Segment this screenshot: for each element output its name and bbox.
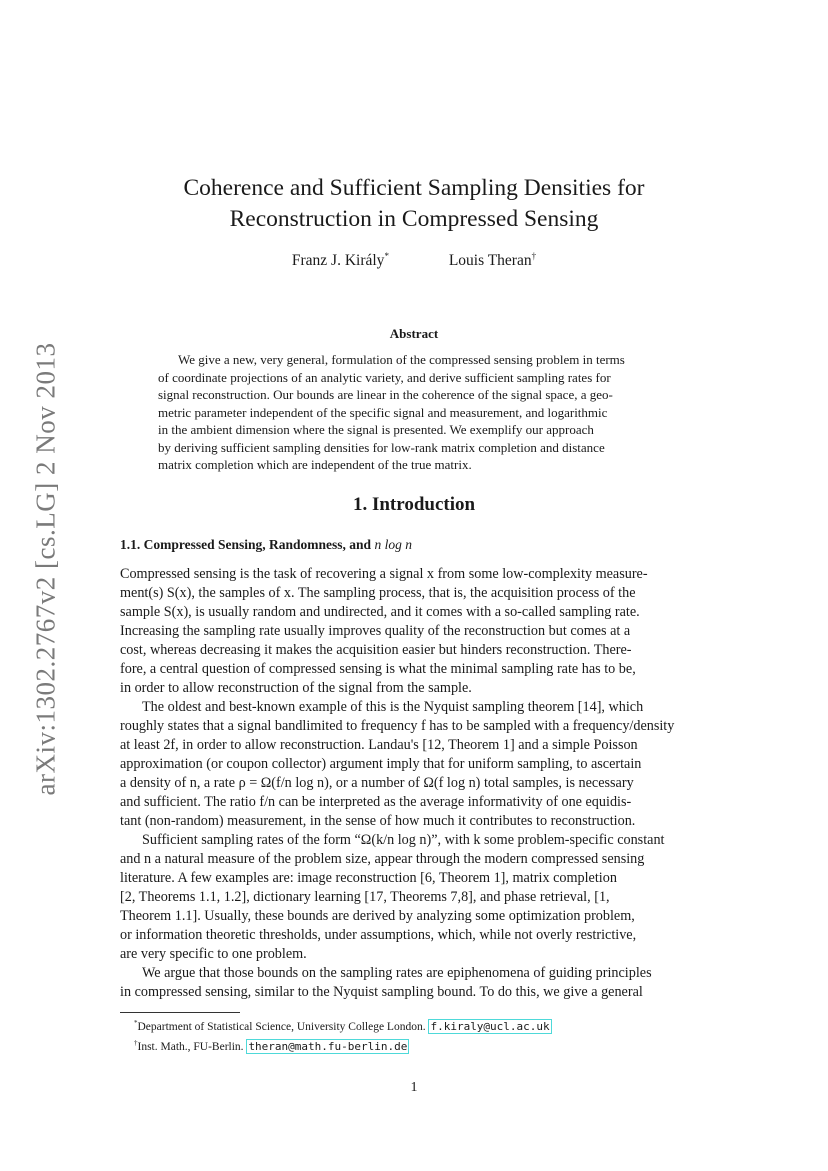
footnote — [134, 1035, 714, 1055]
body-line: are very specific to one problem. — [120, 946, 307, 962]
body-line: ment(s) S(x), the samples of x. The sampling process, that is, the acquisition process of the — [120, 585, 636, 601]
paper-title — [120, 173, 708, 235]
footnote-mark: * — [134, 1019, 138, 1027]
arxiv-identifier: arXiv:1302.2767v2 [cs.LG] 2 Nov 2013 — [30, 342, 61, 796]
abstract-line: in the ambient dimension where the signal is presented. We exemplify our approach — [158, 422, 594, 437]
title-line: Coherence and Sufficient Sampling Densities for — [183, 175, 645, 201]
abstract-text — [158, 351, 670, 474]
footnotes — [134, 1015, 714, 1055]
abstract-line: matrix completion which are independent of the true matrix. — [158, 457, 472, 472]
footnote-text: Inst. Math., FU-Berlin. — [137, 1040, 244, 1053]
body-line: Theorem 1.1]. Usually, these bounds are derived by analyzing some optimization problem, — [120, 908, 635, 924]
footnote-divider — [120, 1012, 240, 1013]
body-line: and n a natural measure of the problem size, appear through the modern compressed sensing — [120, 851, 645, 867]
abstract-heading: Abstract — [389, 326, 439, 341]
body-line: The oldest and best-known example of this is the Nyquist sampling theorem [14], which — [142, 699, 644, 715]
author-name: Franz J. Király — [291, 252, 385, 270]
body-line: Compressed sensing is the task of recovering a signal x from some low-complexity measure- — [120, 566, 648, 582]
subsection-text: 1.1. Compressed Sensing, Randomness, and — [120, 537, 372, 552]
abstract-line: metric parameter independent of the specific signal and measurement, and logarithmic — [158, 404, 608, 420]
body-line: We argue that those bounds on the sampling rates are epiphenomena of guiding principles — [142, 965, 652, 981]
email-link[interactable]: f.kiraly@ucl.ac.uk — [430, 1019, 550, 1033]
author — [292, 251, 389, 270]
body-line: approximation (or coupon collector) argument imply that for uniform sampling, to ascertain — [120, 756, 642, 772]
body-line: in compressed sensing, similar to the Nyquist sampling bound. To do this, we give a general — [120, 984, 643, 1000]
body-line: [2, Theorems 1.1, 1.2], dictionary learning [17, Theorems 7,8], and phase retrieval, [1, — [120, 889, 610, 905]
page-number: 1 — [410, 1080, 418, 1095]
author — [449, 251, 536, 270]
subsection-heading — [120, 537, 412, 553]
abstract-line: signal reconstruction. Our bounds are linear in the coherence of the signal space, a geo- — [158, 387, 613, 402]
footnote-mark: * — [384, 251, 389, 261]
body-line: roughly states that a signal bandlimited to frequency f has to be sampled with a frequency/density — [120, 718, 675, 734]
body-line: and sufficient. The ratio f/n can be interpreted as the average informativity of one equidis- — [120, 794, 632, 810]
body-line: in order to allow reconstruction of the signal from the sample. — [120, 680, 472, 696]
body-line: fore, a central question of compressed sensing is what the minimal sampling rate has to be, — [120, 661, 636, 677]
body-line: sample S(x), is usually random and undirected, and it comes with a so-called sampling rate. — [120, 604, 640, 620]
body-line: literature. A few examples are: image reconstruction [6, Theorem 1], matrix completion — [120, 870, 617, 886]
footnote-mark: † — [531, 251, 537, 261]
section-heading: 1. Introduction — [352, 494, 476, 515]
footnote-mark: † — [134, 1038, 138, 1047]
body-line: or information theoretic thresholds, under assumptions, which, while not overly restrictive, — [120, 927, 637, 943]
subsection-math: n log n — [374, 537, 412, 552]
author-name: Louis Theran — [448, 252, 532, 270]
body-text — [120, 565, 708, 1002]
abstract-line: by deriving sufficient sampling densities for low-rank matrix completion and distance — [158, 439, 605, 455]
body-line: Sufficient sampling rates of the form “Ω(k/n log n)”, with k some problem-specific constant — [142, 832, 665, 848]
title-line: Reconstruction in Compressed Sensing — [229, 206, 599, 232]
footnote — [134, 1015, 714, 1035]
body-line: at least 2f, in order to allow reconstruction. Landau's [12, Theorem 1] and a simple Poisson — [120, 737, 638, 753]
abstract-line: We give a new, very general, formulation of the compressed sensing problem in terms — [178, 352, 625, 367]
body-line: tant (non-random) measurement, in the sense of how much it contributes to reconstruction. — [120, 813, 636, 829]
body-line: cost, whereas decreasing it makes the acquisition easier but hinders reconstruction. There- — [120, 642, 632, 658]
email-link[interactable]: theran@math.fu-berlin.de — [248, 1039, 408, 1053]
body-line: a density of n, a rate ρ = Ω(f/n log n), or a number of Ω(f log n) total samples, is necessary — [120, 775, 634, 791]
footnote-text: Department of Statistical Science, University College London. — [137, 1020, 426, 1033]
body-line: Increasing the sampling rate usually improves quality of the reconstruction but comes at a — [120, 623, 631, 639]
author-list — [120, 251, 708, 270]
abstract-line: of coordinate projections of an analytic variety, and derive sufficient sampling rates for — [158, 369, 611, 385]
